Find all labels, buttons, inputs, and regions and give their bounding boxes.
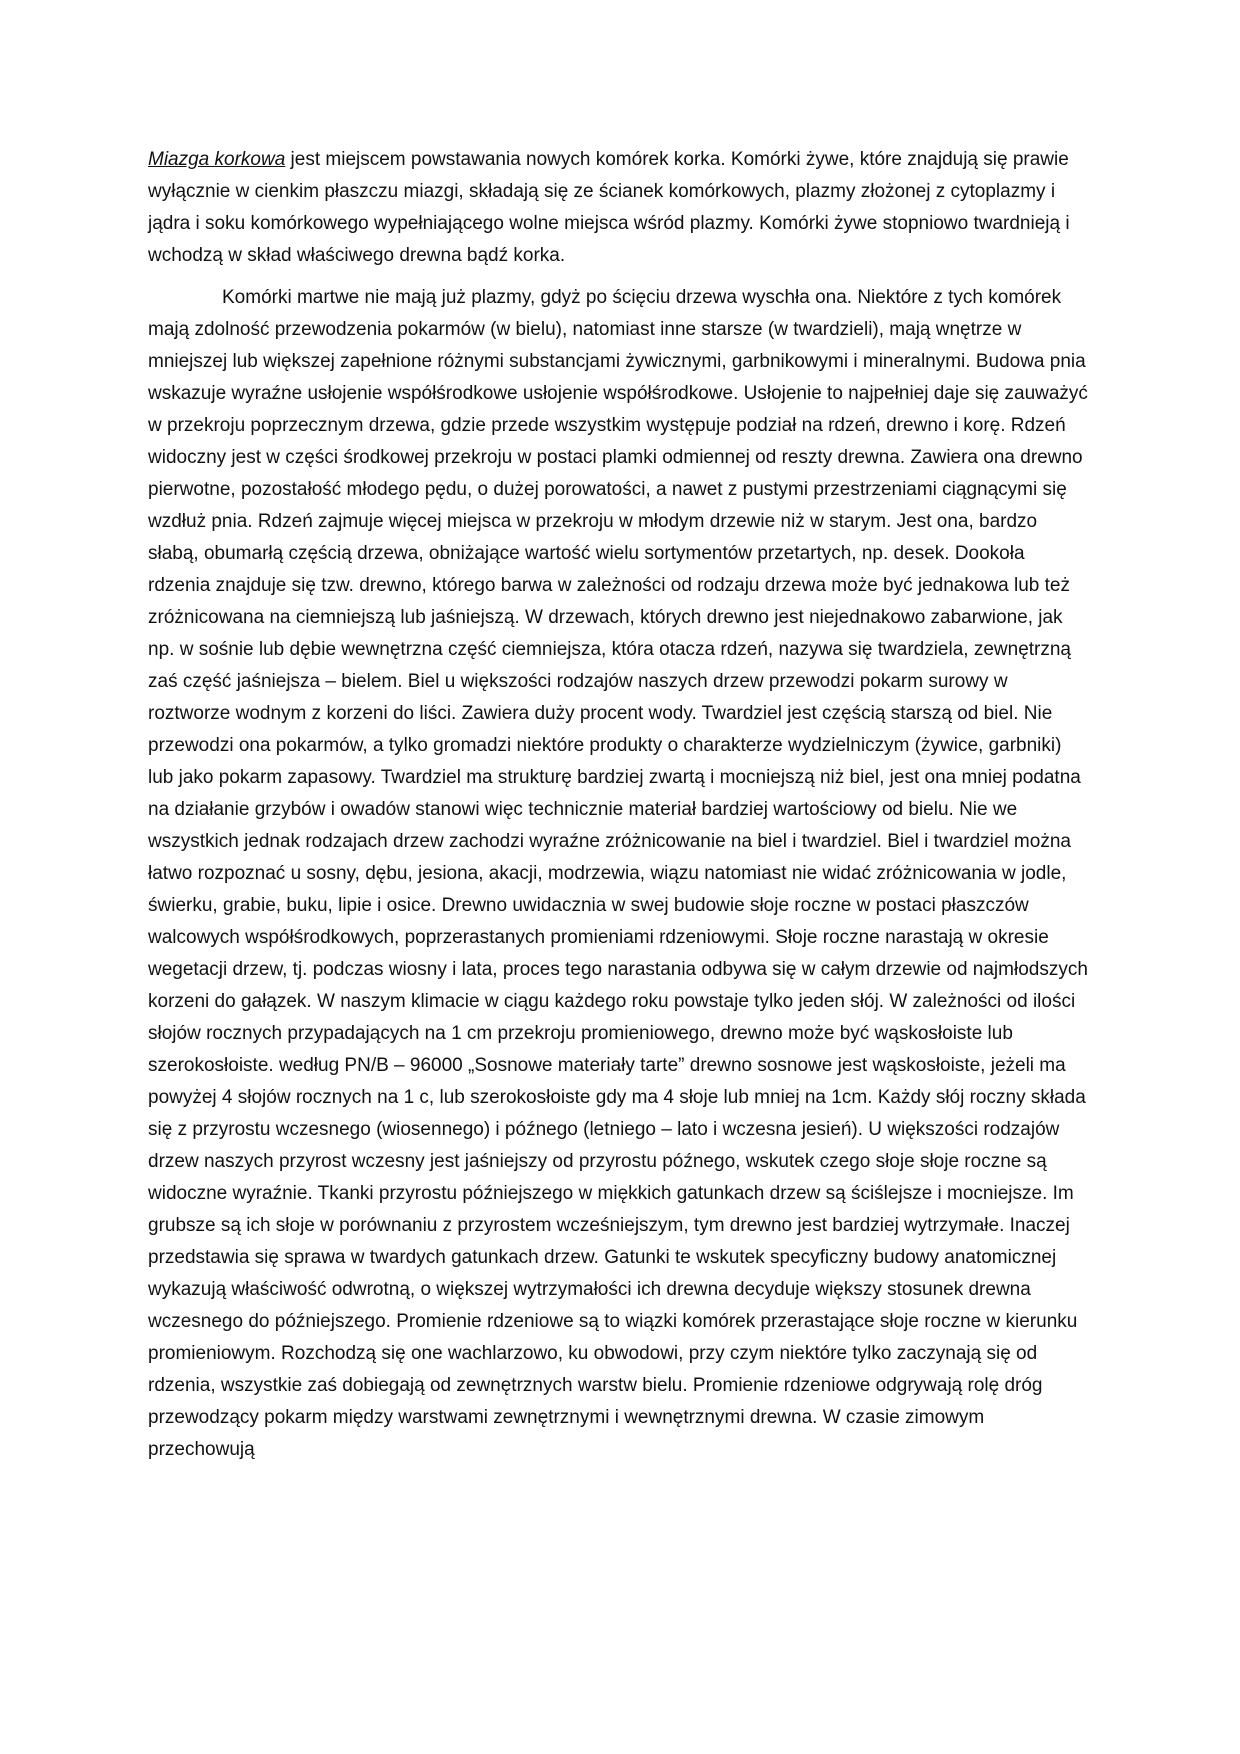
paragraph-2 (148, 282, 1092, 1466)
term-miazga-korkowa: Miazga korkowa (148, 149, 286, 170)
paragraph-2-text: Komórki martwe nie mają już plazmy, gdyż po ścięciu drzewa wyschła ona. Niektóre z tych komórek mają zdolność przewodzenia pokarmów (w bielu), natomiast inne starsze (w twardzieli), mają wnętrze w mniejszej lub większej zapełnione różnymi substancjami żywicznymi, garbnikowymi i mineralnymi. Budowa pnia wskazuje wyraźne usłojenie współśrodkowe usłojenie współśrodkowe. Usłojenie to najpełniej daje się zauważyć w przekroju poprzecznym drzewa, gdzie przede wszystkim występuje podział na rdzeń, drewno i korę. Rdzeń widoczny jest w części środkowej przekroju w postaci plamki odmiennej od reszty drewna. Zawiera ona drewno pierwotne, pozostałość młodego pędu, o dużej porowatości, a nawet z pustymi przestrzeniami ciągnącymi się wzdłuż pnia. Rdzeń zajmuje więcej miejsca w przekroju w młodym drzewie niż w starym. Jest ona, bardzo słabą, obumarłą częścią drzewa, obniżające wartość wielu sortymentów przetartych, np. desek. Dookoła rdzenia znajduje się tzw. drewno, którego barwa w zależności od rodzaju drzewa może być jednakowa lub też zróżnicowana na ciemniejszą lub jaśniejszą. W drzewach, których drewno jest niejednakowo zabarwione, jak np. w sośnie lub dębie wewnętrzna część ciemniejsza, która otacza rdzeń, nazywa się twardziela, zewnętrzną zaś część jaśniejsza – bielem. Biel u większości rodzajów naszych drzew przewodzi pokarm surowy w roztworze wodnym z korzeni do liści. Zawiera duży procent wody. Twardziel jest częścią starszą od biel. Nie przewodzi ona pokarmów, a tylko gromadzi niektóre produkty o charakterze wydzielniczym (żywice, garbniki) lub jako pokarm zapasowy. Twardziel ma strukturę bardziej zwartą i mocniejszą niż biel, jest ona mniej podatna na działanie grzybów i owadów stanowi więc technicznie materiał bardziej wartościowy od bielu. Nie we wszystkich jednak rodzajach drzew zachodzi wyraźne zróżnicowanie na biel i twardziel. Biel i twardziel można łatwo rozpoznać u sosny, dębu, jesiona, akacji, modrzewia, wiązu natomiast nie widać zróżnicowania w jodle, świerku, grabie, buku, lipie i osice. Drewno uwidacznia w swej budowie słoje roczne w postaci płaszczów walcowych współśrodkowych, poprzerastanych promieniami rdzeniowymi. Słoje roczne narastają w okresie wegetacji drzew, tj. podczas wiosny i lata, proces tego narastania odbywa się w całym drzewie od najmłodszych korzeni do gałązek. W naszym klimacie w ciągu każdego roku powstaje tylko jeden słój. W zależności od ilości słojów rocznych przypadających na 1 cm przekroju promieniowego, drewno może być wąskosłoiste lub szerokosłoiste. według PN/B – 96000 „Sosnowe materiały tarte” drewno sosnowe jest wąskosłoiste, jeżeli ma powyżej 4 słojów rocznych na 1 c, lub szerokosłoiste gdy ma 4 słoje lub mniej na 1cm. Każdy słój roczny składa się z przyrostu wczesnego (wiosennego) i późnego (letniego – lato i wczesna jesień). U większości rodzajów drzew naszych przyrost wczesny jest jaśniejszy od przyrostu późnego, wskutek czego słoje słoje roczne są widoczne wyraźnie. Tkanki przyrostu późniejszego w miękkich gatunkach drzew są ściślejsze i mocniejsze. Im grubsze są ich słoje w porównaniu z przyrostem wcześniejszym, tym drewno jest bardziej wytrzymałe. Inaczej przedstawia się sprawa w twardych gatunkach drzew. Gatunki te wskutek specyficzny budowy anatomicznej wykazują właściwość odwrotną, o większej wytrzymałości ich drewna decyduje większy stosunek drewna wczesnego do późniejszego. Promienie rdzeniowe są to wiązki komórek przerastające słoje roczne w kierunku promieniowym. Rozchodzą się one wachlarzowo, ku obwodowi, przy czym niektóre tylko zaczynają się od rdzenia, wszystkie zaś dobiegają od zewnętrznych warstw bielu. Promienie rdzeniowe odgrywają rolę dróg przewodzący pokarm między warstwami zewnętrznymi i wewnętrznymi drewna. W czasie zimowym przechowują (148, 287, 1088, 1460)
paragraph-1 (148, 144, 1092, 272)
document-body (148, 144, 1092, 1466)
paragraph-1-text: jest miejscem powstawania nowych komórek korka. Komórki żywe, które znajdują się prawie wyłącznie w cienkim płaszczu miazgi, składają się ze ścianek komórkowych, plazmy złożonej z cytoplazmy i jądra i soku komórkowego wypełniającego wolne miejsca wśród plazmy. Komórki żywe stopniowo twardnieją i wchodzą w skład właściwego drewna bądź korka. (148, 149, 1070, 266)
